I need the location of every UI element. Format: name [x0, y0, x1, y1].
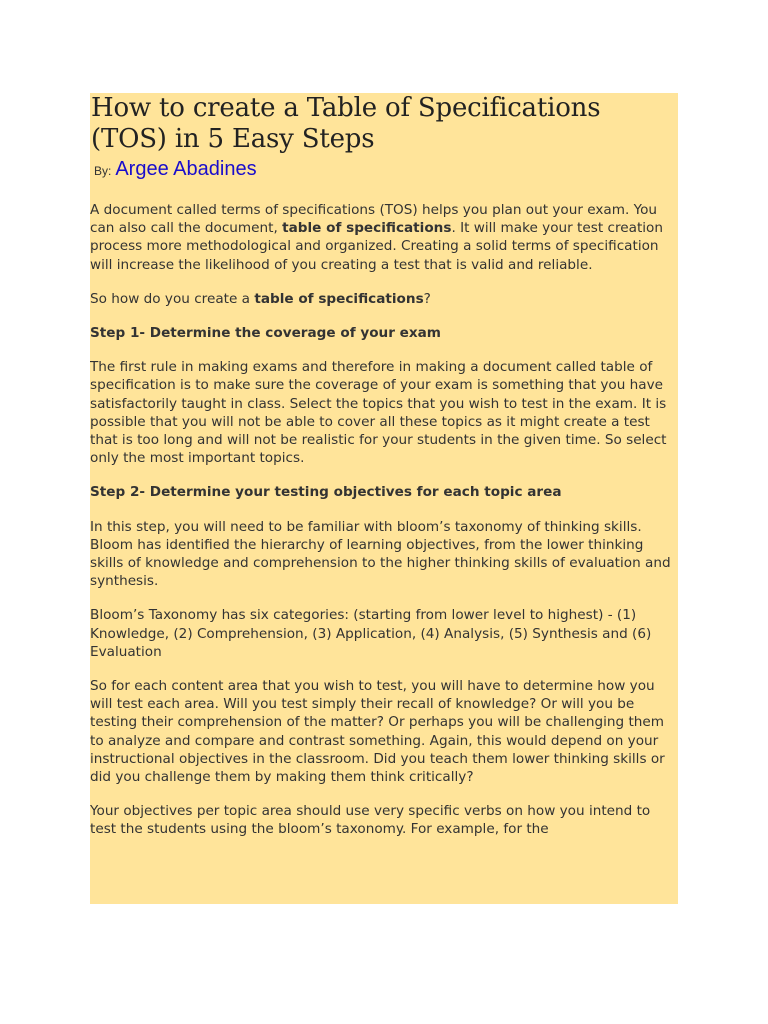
article-document [90, 93, 678, 904]
paragraph-text: So how do you create a [90, 290, 255, 307]
bold-term: table of specifications [282, 220, 452, 237]
paragraph-text: ? [423, 290, 431, 307]
author-link[interactable]: Argee Abadines [115, 158, 257, 180]
paragraph-question [90, 290, 678, 308]
paragraph-intro [90, 201, 678, 274]
step-1-heading: Step 1- Determine the coverage of your exam [90, 325, 441, 342]
paragraph-coverage: The first rule in making exams and therefore in making a document called table of specification is to make sure the coverage of your exam is something that you have satisfactorily taught in class. Select the topics that you wish to test in the exam. It is possible that you will not be able to cover all these topics as it might create a test that is too long and will not be realistic for your students in the given time. So select only the most important topics. [90, 359, 667, 467]
article-body [90, 201, 678, 839]
paragraph-content-area: So for each content area that you wish to test, you will have to determine how you will test each area. Will you test simply their recall of knowledge? Or will you be testing their comprehension of the matter? Or perhaps you will be challenging them to analyze and compare and contrast something. Again, this would depend on your instructional objectives in the classroom. Did you teach them lower thinking skills or did you challenge them by making them think critically? [90, 678, 665, 786]
article-title: How to create a Table of Specifications (TOS) in 5 Easy Steps [91, 93, 601, 154]
bold-term: table of specifications [254, 290, 424, 307]
paragraph-text: A document called terms of specifications (TOS) helps you plan out your exam. You can also call the document, [90, 202, 658, 237]
paragraph-objectives: Your objectives per topic area should use very specific verbs on how you intend to test the students using the bloom’s taxonomy. For example, for the [90, 803, 651, 838]
paragraph-bloom-intro: In this step, you will need to be familiar with bloom’s taxonomy of thinking skills. Bloom has identified the hierarchy of learning objectives, from the lower thinking skills of knowledge and comprehension to the higher thinking skills of evaluation and synthesis. [90, 518, 671, 590]
step-2-heading: Step 2- Determine your testing objectives for each topic area [90, 484, 562, 501]
paragraph-text: . It will make your test creation process more methodological and organized. Creating a solid terms of specification will increase the likelihood of you creating a test that is valid and reliable. [90, 220, 663, 273]
byline [94, 158, 678, 184]
by-label: By: [94, 164, 112, 178]
paragraph-bloom-categories: Bloom’s Taxonomy has six categories: (starting from lower level to highest) - (1) Knowledge, (2) Comprehension, (3) Application, (4) Analysis, (5) Synthesis and (6) Evaluation [90, 607, 652, 660]
